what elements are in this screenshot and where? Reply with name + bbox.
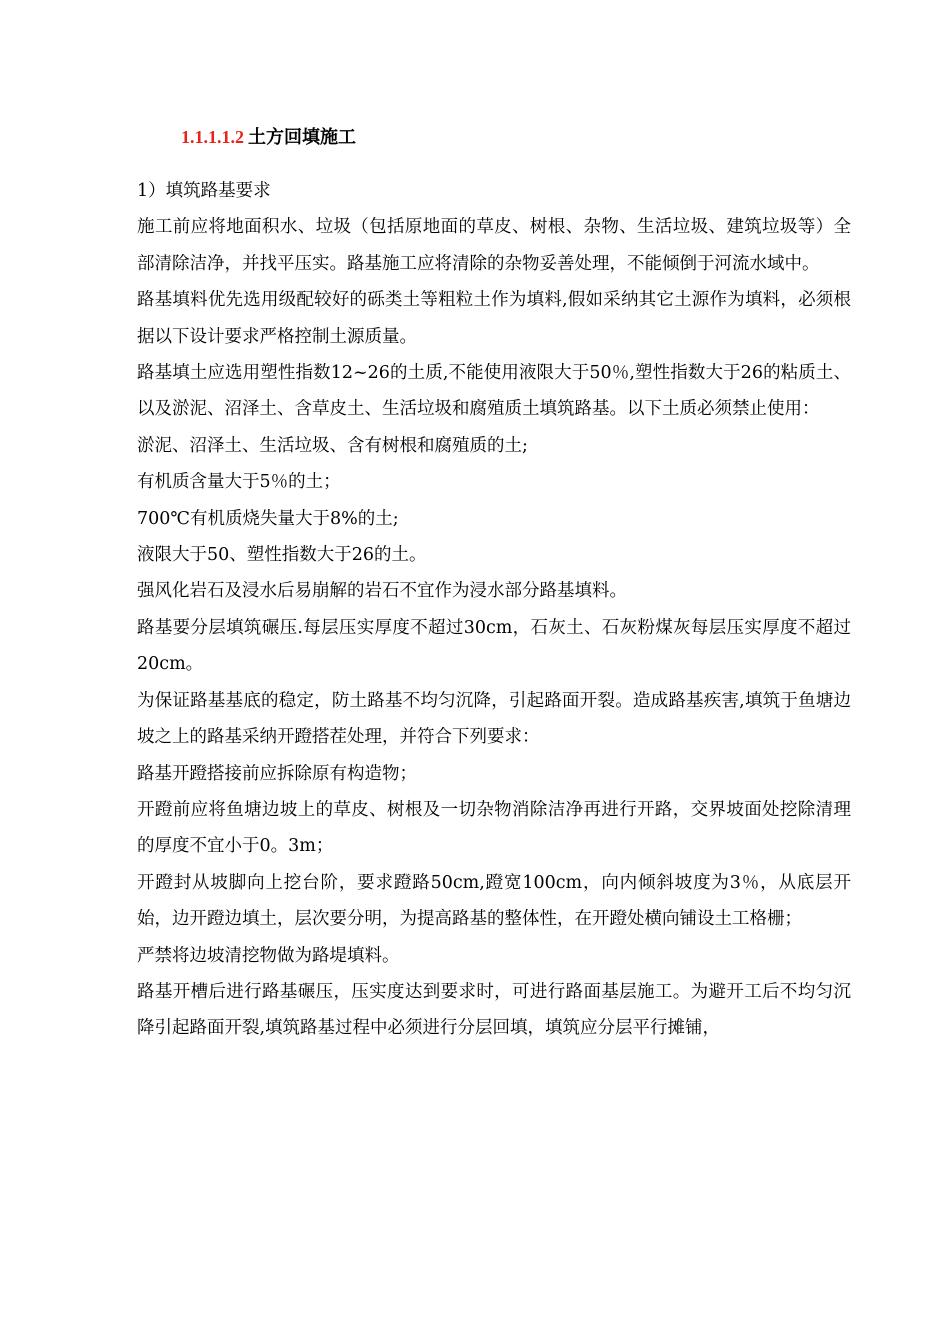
paragraph: 强风化岩石及浸水后易崩解的岩石不宜作为浸水部分路基填料。 [137,581,627,602]
body-text [137,173,851,1047]
paragraph: 路基开蹬搭接前应拆除原有构造物； [137,763,417,784]
paragraph: 路基开槽后进行路基碾压，压实度达到要求时，可进行路面基层施工。为避开工后不均匀沉降引起路面开裂,填筑路基过程中必须进行分层回填，填筑应分层平行摊铺， [137,981,851,1039]
paragraph: 开蹬封从坡脚向上挖台阶，要求蹬路50cm,蹬宽100cm，向内倾斜坡度为3％，从底层开始，边开蹬边填土，层次要分明，为提高路基的整体性，在开蹬处横向铺设土工格栅； [137,872,851,930]
paragraph: 淤泥、沼泽土、生活垃圾、含有树根和腐殖质的土; [137,435,528,456]
paragraph: 路基填土应选用塑性指数12~26的土质,不能使用液限大于50％,塑性指数大于26的粘质土、以及淤泥、沼泽土、含草皮土、生活垃圾和腐殖质土填筑路基。以下土质必须禁止使用： [137,363,851,420]
paragraph: 液限大于50、塑性指数大于26的土。 [137,545,427,566]
paragraph: 严禁将边坡清挖物做为路堤填料。 [137,945,400,966]
paragraph: 施工前应将地面积水、垃圾（包括原地面的草皮、树根、杂物、生活垃圾、建筑垃圾等）全部清除洁净，并找平压实。路基施工应将清除的杂物妥善处理，不能倾倒于河流水域中。 [137,217,851,274]
paragraph: 开蹬前应将鱼塘边坡上的草皮、树根及一切杂物消除洁净再进行开路，交界坡面处挖除清理的厚度不宜小于0。3m； [137,799,851,857]
paragraph: 路基要分层填筑碾压.每层压实厚度不超过30cm，石灰土、石灰粉煤灰每层压实厚度不超过20cm。 [137,617,851,675]
paragraph: 有机质含量大于5％的土； [137,472,341,493]
section-title: 土方回填施工 [248,127,356,148]
paragraph: 为保证路基基底的稳定，防土路基不均匀沉降，引起路面开裂。造成路基疾害,填筑于鱼塘边坡之上的路基采纳开蹬搭茬处理，并符合下列要求： [137,690,851,748]
paragraph: 路基填料优先选用级配较好的砾类土等粗粒土作为填料,假如采纳其它土源作为填料，必须根据以下设计要求严格控制土源质量。 [137,290,851,347]
section-heading [181,124,356,151]
paragraph: 1）填筑路基要求 [137,181,271,201]
paragraph: 700℃有机质烧失量大于8%的土; [137,508,399,529]
section-number: 1.1.1.1.2 [181,127,244,147]
